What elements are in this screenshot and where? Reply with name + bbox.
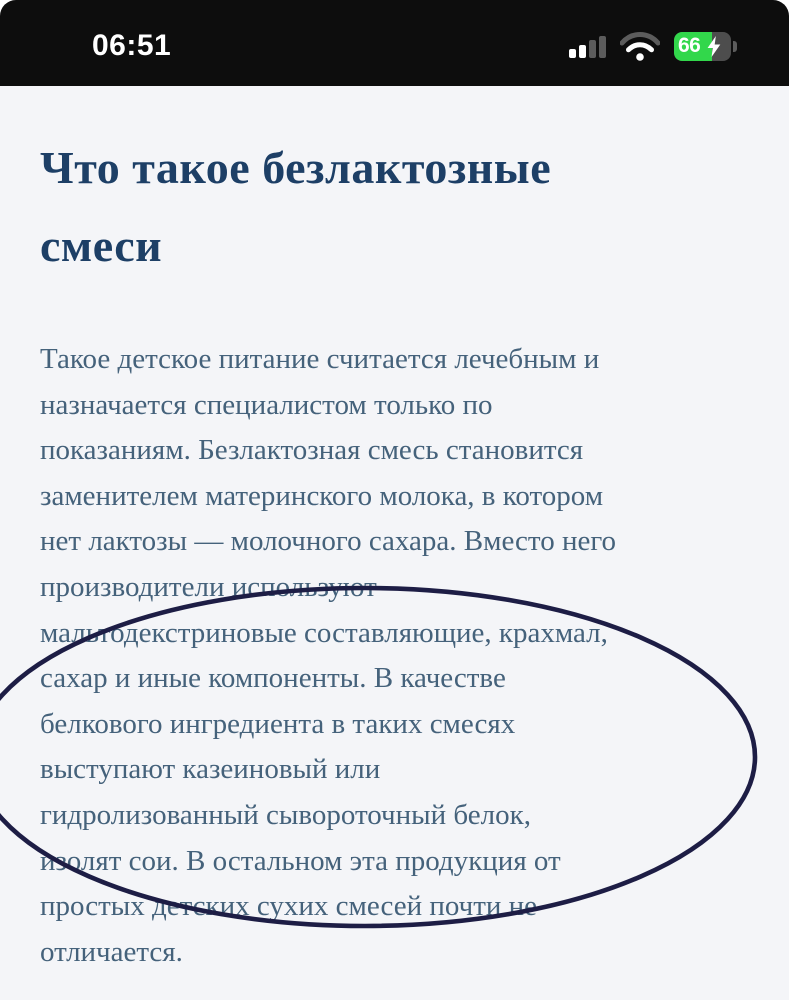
text-line: сахар и иные компоненты. В качестве [40,662,506,695]
page-title [40,129,749,285]
signal-bar-2 [579,45,586,58]
text-line: Такое детское питание считается лечебным и [40,343,600,375]
battery-icon [674,32,737,61]
text-line: показаниям. Безлактозная смесь становится [40,434,584,467]
battery-percent-label: 66 [678,34,701,57]
text-line: отличается. [40,935,183,968]
text-line: белкового ингредиента в таких смесях [40,707,516,740]
signal-bar-3 [589,40,596,58]
text-line: выступают казеиновый или [40,753,381,786]
cellular-signal-icon [569,35,606,58]
text-line: производители используют [40,570,377,603]
text-line: изолят сои. В остальном эта продукция от [40,844,561,877]
battery-cap [733,41,737,52]
signal-bar-1 [569,49,576,58]
text-line: смеси [40,220,163,271]
article-paragraph [40,337,749,975]
status-bar [0,0,789,86]
text-line: назначается специалистом только по [40,388,493,421]
text-line: мальтодекстриновые составляющие, крахмал, [40,616,608,649]
clock-time: 06:51 [92,29,172,62]
wifi-icon [620,32,660,61]
battery-body [674,32,731,61]
text-line: заменителем материнского молока, в котором [40,479,604,512]
signal-bar-4 [599,36,606,58]
text-line: гидролизованный сывороточный белок, [40,798,531,831]
article-page [0,86,789,1000]
text-line: нет лактозы — молочного сахара. Вместо него [40,525,617,558]
text-line: Что такое безлактозные [40,142,552,193]
text-line: простых детских сухих смесей почти не [40,890,538,923]
status-icons [569,32,737,61]
charging-bolt-icon [707,36,721,57]
